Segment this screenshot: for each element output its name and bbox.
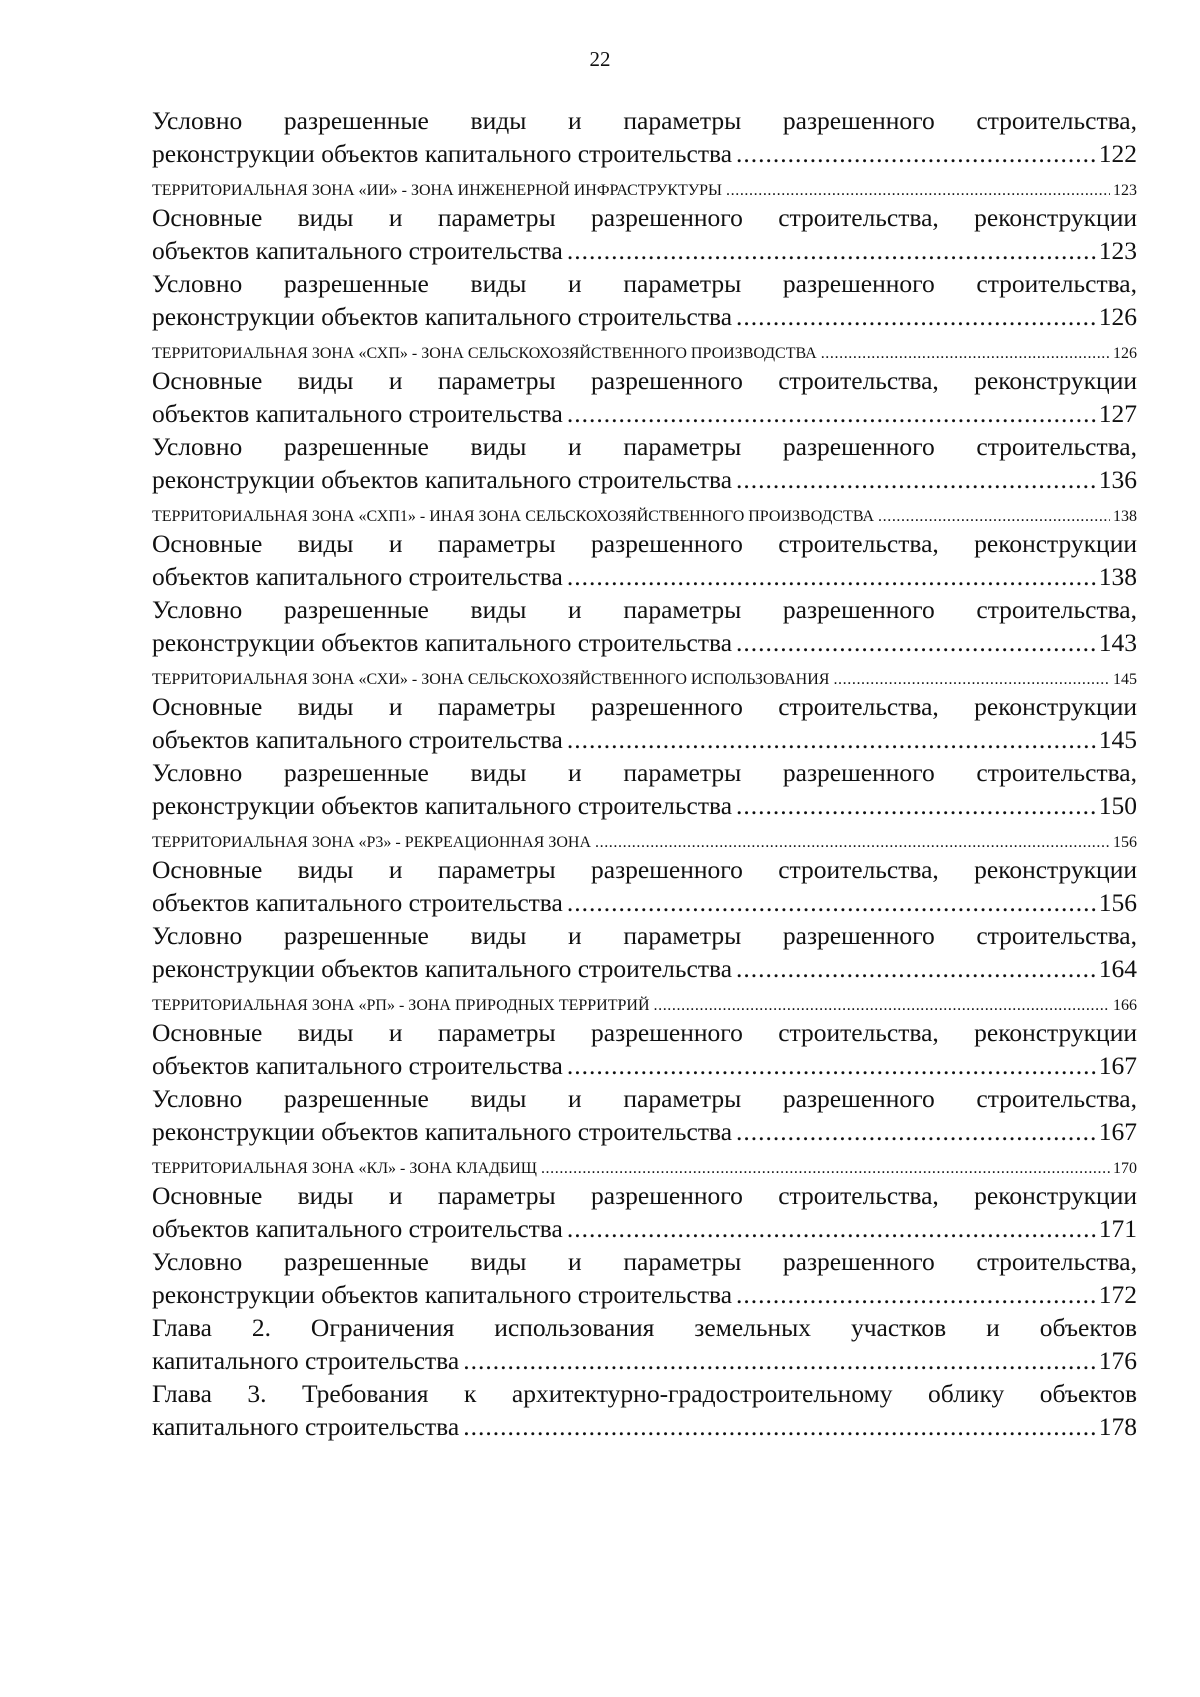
toc-entry[interactable] — [152, 430, 1137, 496]
toc-page-number: 172 — [1098, 1280, 1137, 1309]
toc-leader-dots — [567, 560, 1096, 593]
toc-leader-dots — [736, 300, 1096, 333]
toc-entry-line: Условно разрешенные виды и параметры разрешенного строительства, — [152, 595, 1137, 624]
toc-page-number: 171 — [1098, 1214, 1137, 1243]
page-number: 22 — [589, 47, 611, 71]
toc-entry-line: реконструкции объектов капитального строительства — [152, 954, 733, 983]
toc-page-number: 167 — [1098, 1051, 1137, 1080]
toc-entry[interactable] — [152, 104, 1137, 170]
toc-entry-line: Основные виды и параметры разрешенного строительства, реконструкции — [152, 1018, 1137, 1047]
toc-entry-line: Основные виды и параметры разрешенного строительства, реконструкции — [152, 366, 1137, 395]
toc-entry-line: реконструкции объектов капитального строительства — [152, 302, 733, 331]
toc-entry-line: Условно разрешенные виды и параметры разрешенного строительства, — [152, 1084, 1137, 1113]
toc-entry[interactable] — [152, 1245, 1137, 1311]
toc-page-number: 138 — [1098, 562, 1137, 591]
toc-page-number: 145 — [1098, 725, 1137, 754]
toc-entry-line: объектов капитального строительства — [152, 888, 563, 917]
toc-page-number: 176 — [1098, 1346, 1137, 1375]
toc-entry-line: объектов капитального строительства — [152, 236, 563, 265]
toc-leader-dots — [567, 234, 1096, 267]
toc-zone-heading[interactable] — [152, 344, 1137, 364]
toc-entry[interactable] — [152, 593, 1137, 659]
toc-entry[interactable] — [152, 690, 1137, 756]
toc-entry-line: Глава 2. Ограничения использования земельных участков и объектов — [152, 1313, 1137, 1342]
toc-entry[interactable] — [152, 527, 1137, 593]
toc-leader-dots — [736, 952, 1096, 985]
toc-zone-title: ТЕРРИТОРИАЛЬНАЯ ЗОНА «СХП» - ЗОНА СЕЛЬСКОХОЗЯЙСТВЕННОГО ПРОИЗВОДСТВА — [152, 345, 817, 362]
toc-entry-line: Основные виды и параметры разрешенного строительства, реконструкции — [152, 203, 1137, 232]
toc-entry-line: Основные виды и параметры разрешенного строительства, реконструкции — [152, 855, 1137, 884]
toc-entry-line: капитального строительства — [152, 1412, 460, 1441]
toc-entry-line: объектов капитального строительства — [152, 1051, 563, 1080]
toc-page-number: 126 — [1113, 345, 1137, 362]
toc-leader-dots — [736, 1278, 1096, 1311]
toc-leader-dots — [567, 397, 1096, 430]
toc-zone-title: ТЕРРИТОРИАЛЬНАЯ ЗОНА «ИИ» - ЗОНА ИНЖЕНЕРНОЙ ИНФРАСТРУКТУРЫ — [152, 182, 723, 199]
toc-entry-line: Условно разрешенные виды и параметры разрешенного строительства, — [152, 106, 1137, 135]
toc-entry-line: Условно разрешенные виды и параметры разрешенного строительства, — [152, 269, 1137, 298]
toc-zone-heading[interactable] — [152, 833, 1137, 853]
toc-entry-line: объектов капитального строительства — [152, 562, 563, 591]
toc-entry[interactable] — [152, 919, 1137, 985]
toc-page-number: 150 — [1098, 791, 1137, 820]
toc-zone-title: ТЕРРИТОРИАЛЬНАЯ ЗОНА «РП» - ЗОНА ПРИРОДНЫХ ТЕРРИТРИЙ — [152, 997, 650, 1014]
toc-leader-dots — [736, 137, 1096, 170]
toc-page-number: 166 — [1113, 997, 1137, 1014]
toc-leader-dots — [541, 1159, 1110, 1179]
toc-page-number: 156 — [1098, 888, 1137, 917]
toc-entry-line: реконструкции объектов капитального строительства — [152, 791, 733, 820]
toc-leader-dots — [726, 181, 1110, 201]
toc-entry-line: капитального строительства — [152, 1346, 460, 1375]
toc-leader-dots — [878, 507, 1110, 527]
toc-entry-line: Условно разрешенные виды и параметры разрешенного строительства, — [152, 432, 1137, 461]
toc-leader-dots — [833, 670, 1110, 690]
table-of-contents — [152, 104, 1137, 1443]
toc-page-number: 167 — [1098, 1117, 1137, 1146]
toc-zone-heading[interactable] — [152, 507, 1137, 527]
toc-entry[interactable] — [152, 1179, 1137, 1245]
toc-entry[interactable] — [152, 364, 1137, 430]
toc-page-number: 143 — [1098, 628, 1137, 657]
toc-zone-title: ТЕРРИТОРИАЛЬНАЯ ЗОНА «КЛ» - ЗОНА КЛАДБИЩ — [152, 1160, 537, 1177]
toc-zone-heading[interactable] — [152, 996, 1137, 1016]
toc-page-number: 123 — [1113, 182, 1137, 199]
toc-entry[interactable] — [152, 853, 1137, 919]
toc-zone-title: ТЕРРИТОРИАЛЬНАЯ ЗОНА «Р3» - РЕКРЕАЦИОННАЯ ЗОНА — [152, 834, 591, 851]
toc-leader-dots — [736, 1115, 1096, 1148]
toc-entry[interactable] — [152, 1016, 1137, 1082]
toc-zone-heading[interactable] — [152, 181, 1137, 201]
toc-leader-dots — [463, 1410, 1096, 1443]
toc-zone-title: ТЕРРИТОРИАЛЬНАЯ ЗОНА «СХИ» - ЗОНА СЕЛЬСКОХОЗЯЙСТВЕННОГО ИСПОЛЬЗОВАНИЯ — [152, 671, 830, 688]
toc-page-number: 123 — [1098, 236, 1137, 265]
toc-entry[interactable] — [152, 756, 1137, 822]
toc-zone-title: ТЕРРИТОРИАЛЬНАЯ ЗОНА «СХП1» - ИНАЯ ЗОНА СЕЛЬСКОХОЗЯЙСТВЕННОГО ПРОИЗВОДСТВА — [152, 508, 875, 525]
toc-entry-line: реконструкции объектов капитального строительства — [152, 628, 733, 657]
toc-entry-line: реконструкции объектов капитального строительства — [152, 1280, 733, 1309]
toc-zone-heading[interactable] — [152, 670, 1137, 690]
toc-leader-dots — [567, 886, 1096, 919]
toc-page-number: 170 — [1113, 1160, 1137, 1177]
toc-entry[interactable] — [152, 1311, 1137, 1377]
toc-entry-line: Основные виды и параметры разрешенного строительства, реконструкции — [152, 1181, 1137, 1210]
toc-entry-line: реконструкции объектов капитального строительства — [152, 465, 733, 494]
toc-entry-line: реконструкции объектов капитального строительства — [152, 139, 733, 168]
toc-entry-line: объектов капитального строительства — [152, 725, 563, 754]
toc-entry-line: Условно разрешенные виды и параметры разрешенного строительства, — [152, 921, 1137, 950]
toc-page-number: 126 — [1098, 302, 1137, 331]
toc-entry-line: объектов капитального строительства — [152, 399, 563, 428]
toc-leader-dots — [567, 1212, 1096, 1245]
toc-entry-line: Условно разрешенные виды и параметры разрешенного строительства, — [152, 1247, 1137, 1276]
toc-page-number: 136 — [1098, 465, 1137, 494]
toc-entry-line: Условно разрешенные виды и параметры разрешенного строительства, — [152, 758, 1137, 787]
toc-leader-dots — [595, 833, 1110, 853]
toc-leader-dots — [654, 996, 1111, 1016]
toc-page-number: 122 — [1098, 139, 1137, 168]
toc-leader-dots — [736, 789, 1096, 822]
toc-leader-dots — [736, 463, 1096, 496]
toc-zone-heading[interactable] — [152, 1159, 1137, 1179]
toc-entry-line: объектов капитального строительства — [152, 1214, 563, 1243]
toc-leader-dots — [736, 626, 1096, 659]
toc-entry-line: Основные виды и параметры разрешенного строительства, реконструкции — [152, 529, 1137, 558]
toc-leader-dots — [567, 723, 1096, 756]
toc-page-number: 178 — [1098, 1412, 1137, 1441]
toc-entry[interactable] — [152, 201, 1137, 267]
toc-entry-line: Глава 3. Требования к архитектурно-градостроительному облику объектов — [152, 1379, 1137, 1408]
toc-entry[interactable] — [152, 1082, 1137, 1148]
toc-page-number: 145 — [1113, 671, 1137, 688]
toc-page-number: 127 — [1098, 399, 1137, 428]
toc-leader-dots — [821, 344, 1110, 364]
toc-leader-dots — [463, 1344, 1096, 1377]
toc-page-number: 138 — [1113, 508, 1137, 525]
toc-page-number: 164 — [1098, 954, 1137, 983]
toc-entry[interactable] — [152, 267, 1137, 333]
toc-leader-dots — [567, 1049, 1096, 1082]
toc-entry-line: реконструкции объектов капитального строительства — [152, 1117, 733, 1146]
toc-entry[interactable] — [152, 1377, 1137, 1443]
toc-page-number: 156 — [1113, 834, 1137, 851]
toc-entry-line: Основные виды и параметры разрешенного строительства, реконструкции — [152, 692, 1137, 721]
